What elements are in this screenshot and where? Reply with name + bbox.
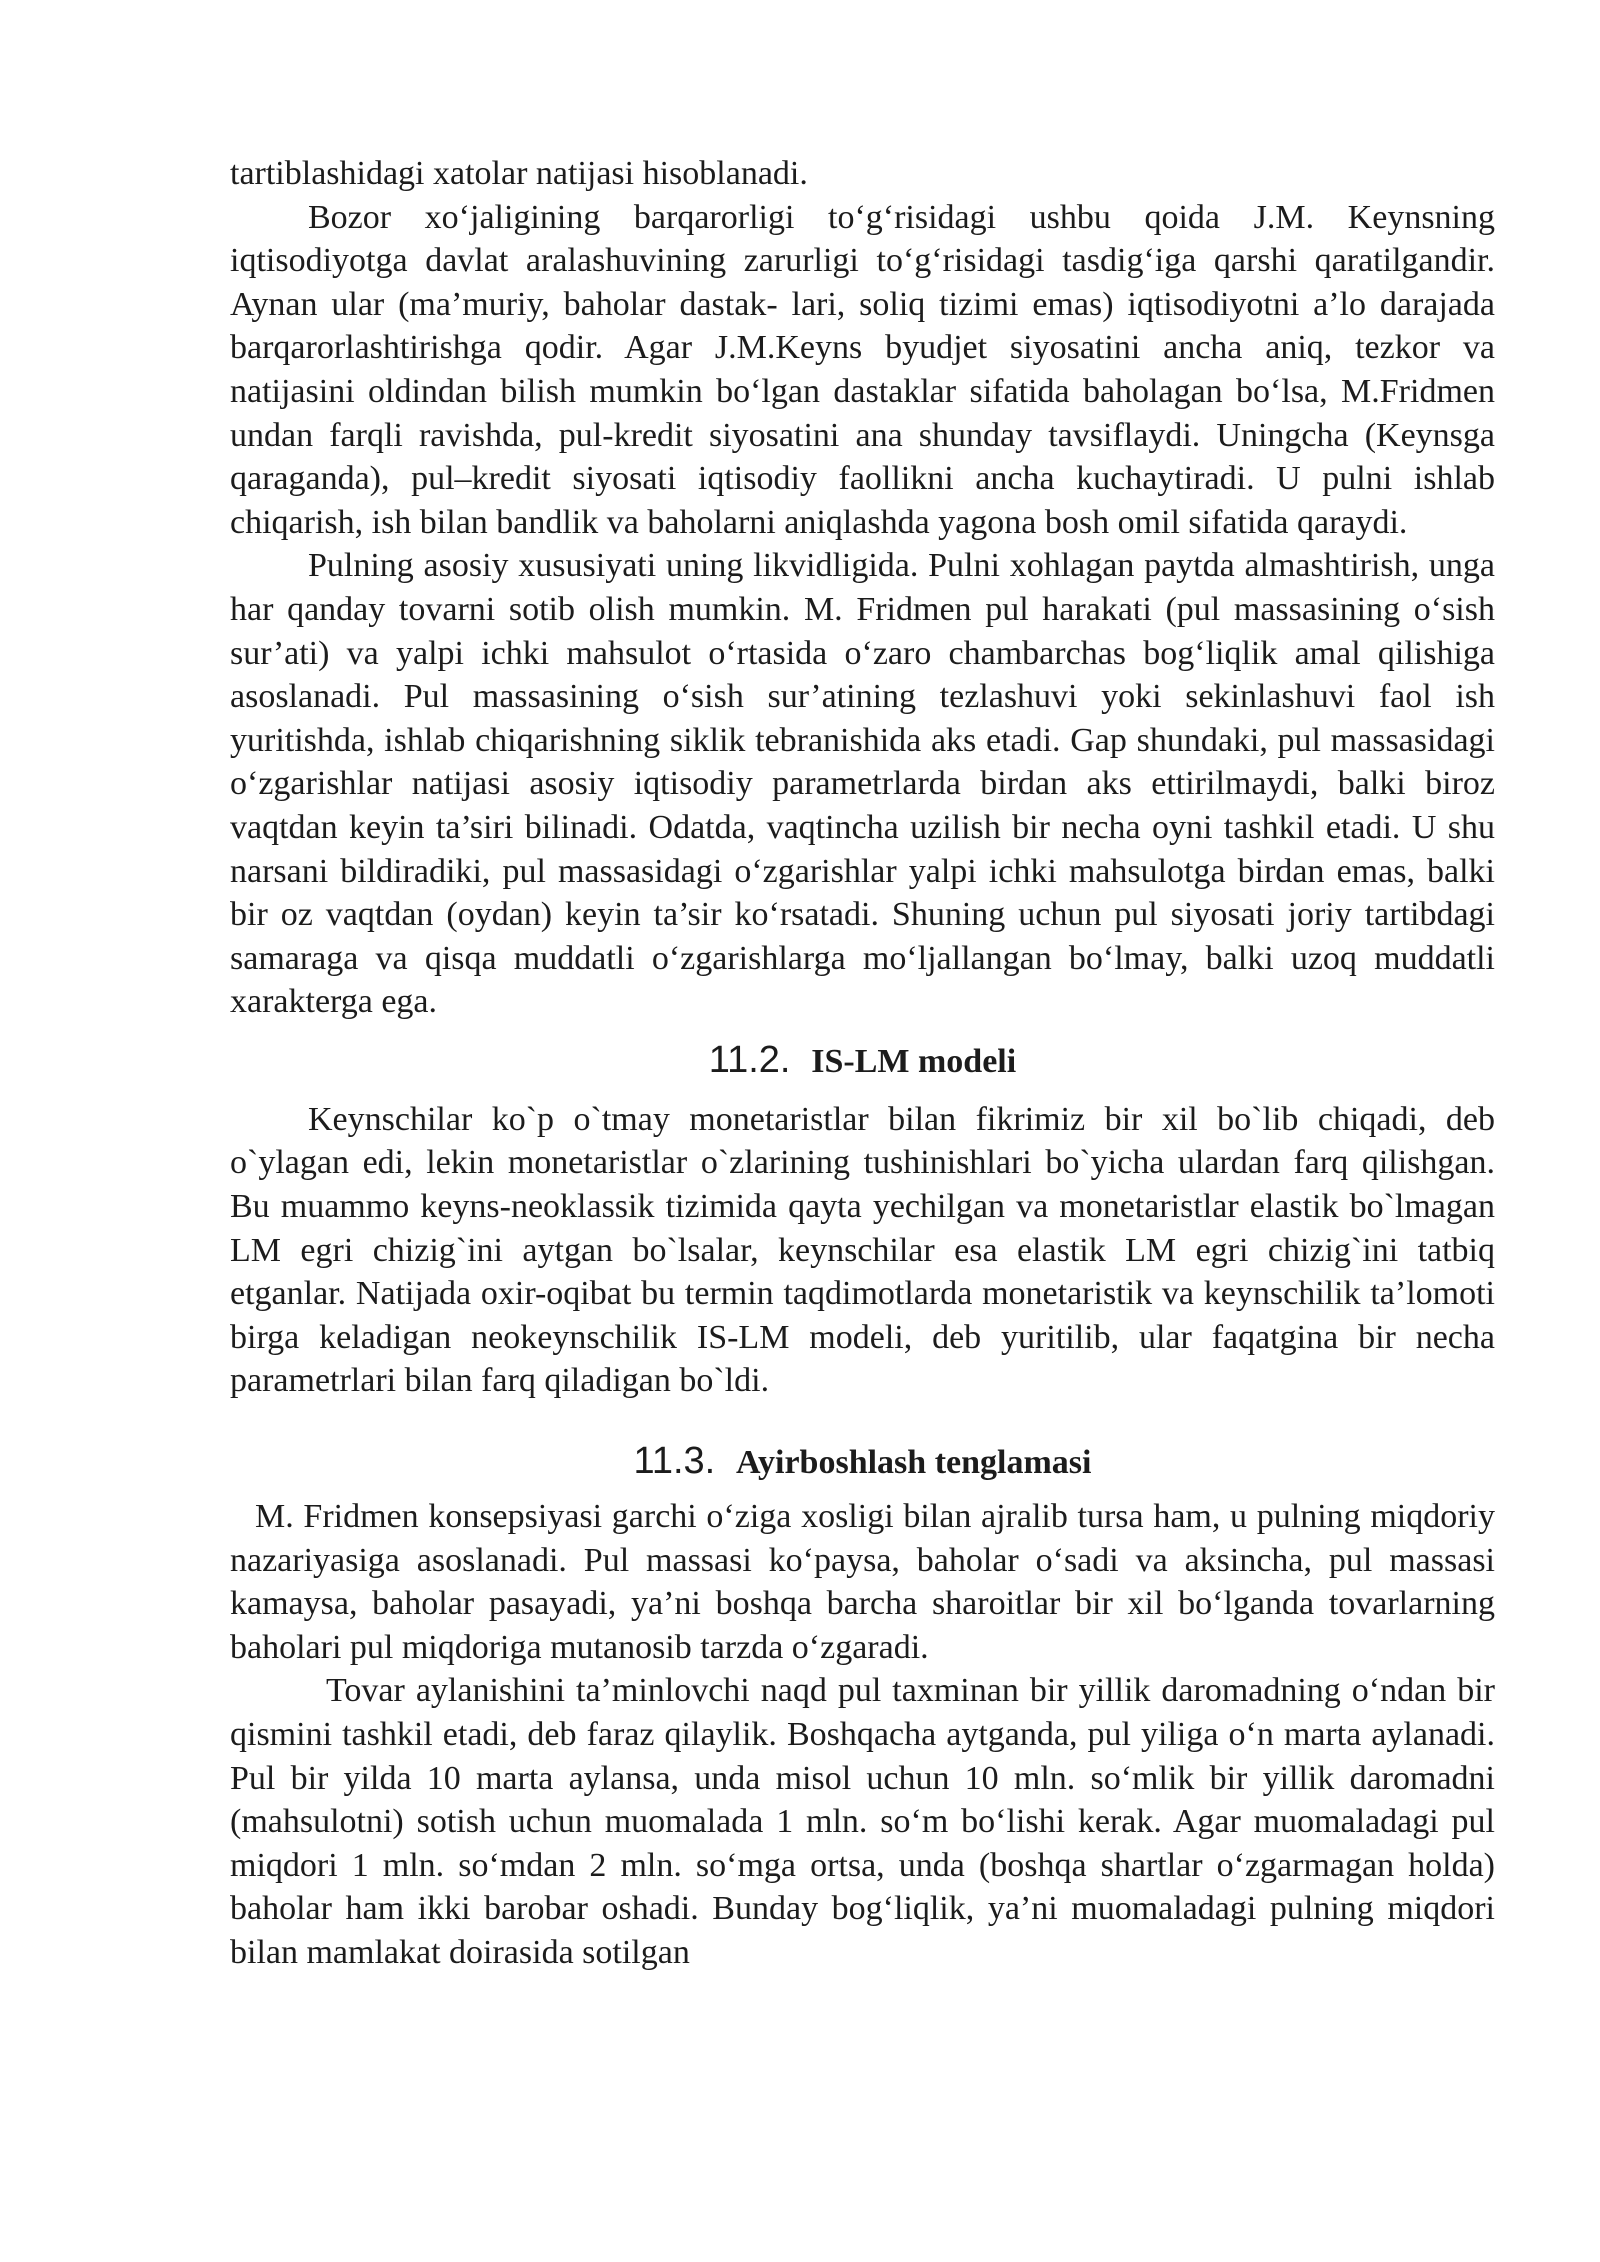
paragraph-bozor: Bozor xo‘jaligining barqarorligi to‘g‘risidagi ushbu qoida J.M. Keynsning iqtisodiyotga davlat aralashuvining zarurligi to‘g‘risidagi tasdig‘iga qarshi qaratilgandir. Aynan ular (ma’muriy, baholar dastak- lari, soliq tizimi emas) iqtisodiyotni a’lo darajada barqarorlashtirishga qodir. Agar J.M.Keyns byudjet siyosatini ancha aniq, tezkor va natijasini oldindan bilish mumkin bo‘lgan dastaklar sifatida baholagan bo‘lsa, M.Fridmen undan farqli ravishda, pul-kredit siyosatini ana shunday tavsiflaydi. Uningcha (Keynsga qaraganda), pul–kredit siyosati iqtisodiy faollikni ancha kuchaytiradi. U pulni ishlab chiqarish, ish bilan bandlik va baholarni aniqlashda yagona bosh omil sifatida qaraydi. bbox=[230, 198, 1495, 541]
section-title: Ayirboshlash tenglamasi bbox=[735, 1444, 1092, 1482]
paragraph-pulning: Pulning asosiy xususiyati uning likvidligida. Pulni xohlagan paytda almashtirish, unga har qanday tovarni sotib olish mumkin. M. Fridmen pul harakati (pul massasining o‘sish sur’ati) va yalpi ichki mahsulot o‘rtasida o‘zaro chambarchas bog‘liqlik amal qilishiga asoslanadi. Pul massasining o‘sish sur’atining tezlashuvi yoki sekinlashuvi faol ish yuritishda, ishlab chiqarishning siklik tebranishida aks etadi. Gap shundaki, pul massasidagi o‘zgarishlar natijasi asosiy iqtisodiy parametrlarda birdan aks ettirilmaydi, balki biroz vaqtdan keyin ta’siri bilinadi. Odatda, vaqtincha uzilish bir necha oyni tashkil etadi. U shu narsani bildiradiki, pul massasidagi o‘zgarishlar yalpi ichki mahsulotga birdan emas, balki bir oz vaqtdan (oydan) keyin ta’sir ko‘rsatadi. Shuning uchun pul siyosati joriy tartibdagi samaraga va qisqa muddatli o‘zgarishlarga mo‘ljallangan bo‘lmay, balki uzoq muddatli xarakterga ega. bbox=[230, 547, 1495, 1021]
document-page bbox=[230, 152, 1495, 1975]
section-heading-ayirboshlash bbox=[230, 1431, 1495, 1489]
section-number: 11.3. bbox=[633, 1440, 716, 1483]
paragraph-tovar: Tovar aylanishini ta’minlovchi naqd pul taxminan bir yillik daromadning o‘ndan bir qismini tashkil etadi, deb faraz qilaylik. Boshqacha aytganda, pul yiliga o‘n marta aylanadi. Pul bir yilda 10 marta aylansa, unda misol uchun 10 mln. so‘mlik bir yillik daromadni (mahsulotni) sotish uchun muomalada 1 mln. so‘m bo‘lishi kerak. Agar muomaladagi pul miqdori 1 mln. so‘mdan 2 mln. so‘mga ortsa, unda (boshqa shartlar o‘zgarmagan holda) baholar ham ikki barobar oshadi. Bunday bog‘liqlik, ya’ni muomaladagi pulning miqdori bilan mamlakat doirasida sotilgan bbox=[230, 1672, 1495, 1971]
paragraph-fridmen: M. Fridmen konsepsiyasi garchi o‘ziga xosligi bilan ajralib tursa ham, u pulning miqdoriy nazariyasiga asoslanadi. Pul massasi ko‘paysa, baholar o‘sadi va aksincha, pul massasi kamaysa, baholar pasayadi, ya’ni boshqa barcha sharoitlar bir xil bo‘lganda tovarlarning baholari pul miqdoriga mutanosib tarzda o‘zgaradi. bbox=[230, 1498, 1495, 1666]
paragraph-continuation: tartiblashidagi xatolar natijasi hisoblanadi. bbox=[230, 155, 808, 192]
section-number: 11.2. bbox=[708, 1038, 791, 1081]
section-title: IS-LM modeli bbox=[811, 1042, 1017, 1080]
section-heading-is-lm bbox=[230, 1030, 1495, 1088]
paragraph-keynschilar: Keynschilar ko`p o`tmay monetaristlar bilan fikrimiz bir xil bo`lib chiqadi, deb o`ylagan edi, lekin monetaristlar o`zlarining tushinishlari bo`yicha ulardan farq qilishgan. Bu muammo keyns-neoklassik tizimida qayta yechilgan va monetaristlar elastik bo`lmagan LM egri chizig`ini aytgan bo`lsalar, keynschilar esa elastik LM egri chizig`ini tatbiq etganlar. Natijada oxir-oqibat bu termin taqdimotlarda monetaristik va keynschilik ta’lomoti birga keladigan neokeynschilik IS-LM modeli, deb yuritilib, ular faqatgina bir necha parametrlari bilan farq qiladigan bo`ldi. bbox=[230, 1100, 1495, 1400]
